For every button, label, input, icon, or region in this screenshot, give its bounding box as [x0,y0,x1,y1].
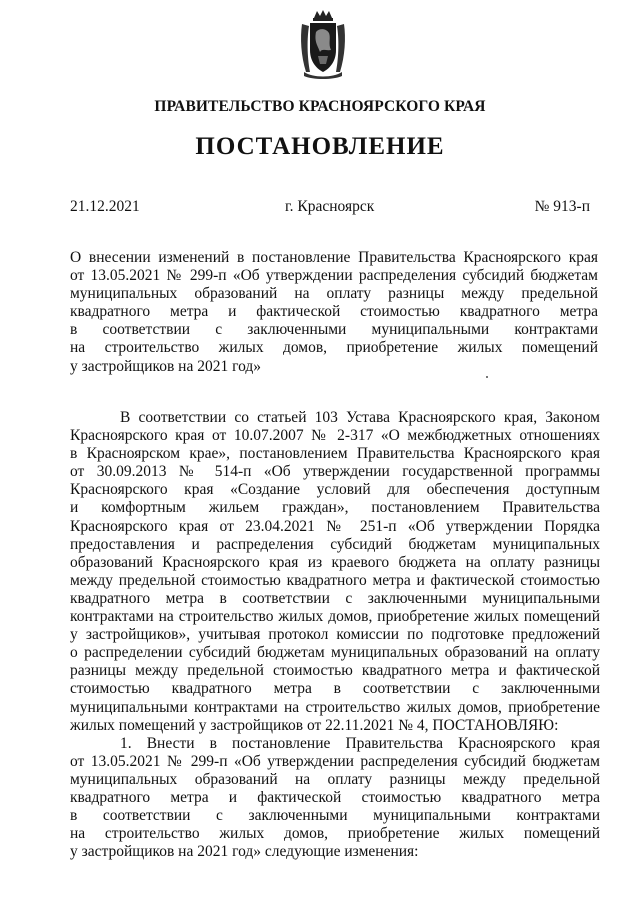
document-subject [70,249,598,376]
body-line: от 30.09.2013 № 514-п «Об утверждении государственной программы [70,463,600,481]
document-meta [70,198,590,218]
body-line: предоставления и распределения субсидий бюджетам муниципальных [70,535,600,553]
body-line: квадратного метра и фактической стоимостью квадратного метра [70,788,600,806]
body-line: между предельной стоимостью квадратного метра и фактической стоимостью [70,571,600,589]
body-line: квадратного метра в соответствии с заключенными муниципальными [70,589,600,607]
body-line: в соответствии с заключенными муниципальными контрактами [70,807,600,825]
document-date: 21.12.2021 [70,198,140,215]
document-number: № 913-п [534,198,590,215]
body-line: разницы между предельной стоимостью квадратного метра и фактической [70,662,600,680]
subject-line: от 13.05.2021 № 299-п «Об утверждении распределения субсидий бюджетам [70,267,598,285]
body-line: о распределении субсидий бюджетам муниципальных образований на оплату [70,644,600,662]
document-type: ПОСТАНОВЛЕНИЕ [195,133,445,160]
body-line: 1. Внести в постановление Правительства Красноярского края [120,734,600,752]
subject-line: квадратного метра и фактической стоимостью квадратного метра [70,303,598,321]
scan-speck [486,376,488,378]
body-line: контрактами на строительство жилых домов, приобретение жилых помещений [70,608,600,626]
subject-line: на строительство жилых домов, приобретение жилых помещений [70,339,598,357]
body-line: Красноярского края от 10.07.2007 № 2-317 «О межбюджетных отношениях [70,427,600,445]
subject-line: муниципальных образований на оплату разницы между предельной [70,285,598,303]
body-line: муниципальных образований на оплату разницы между предельной [70,770,600,788]
document-city: г. Красноярск [285,198,375,215]
document-body [70,409,600,861]
body-line: и комфортным жильем граждан», постановлением Правительства [70,499,600,517]
body-line: у застройщиков на 2021 год» следующие изменения: [70,843,419,861]
body-line: стоимостью квадратного метра в соответствии с заключенными [70,680,600,698]
subject-line: О внесении изменений в постановление Правительства Красноярского края [70,249,598,266]
body-line: у застройщиков», учитывая протокол комиссии по подготовке предложений [70,626,600,644]
government-name: ПРАВИТЕЛЬСТВО КРАСНОЯРСКОГО КРАЯ [154,98,486,115]
body-line: Красноярского края от 23.04.2021 № 251-п «Об утверждении Порядка [70,517,600,535]
body-line: от 13.05.2021 № 299-п «Об утверждении распределения субсидий бюджетам [70,752,600,770]
subject-line: у застройщиков на 2021 год» [70,357,262,375]
body-line: в Красноярском крае», постановлением Правительства Красноярского края [70,445,600,463]
body-line: жилых помещений у застройщиков от 22.11.2021 № 4, ПОСТАНОВЛЯЮ: [70,716,559,734]
body-line: В соответствии со статьей 103 Устава Красноярского края, Законом [120,409,600,426]
body-line: на строительство жилых домов, приобретение жилых помещений [70,825,600,843]
body-line: Красноярского края «Создание условий для обеспечения доступным [70,481,600,499]
subject-line: в соответствии с заключенными муниципальными контрактами [70,321,598,339]
body-line: муниципальными контрактами на строительство жилых домов, приобретение [70,698,600,716]
coat-of-arms-icon [298,8,348,80]
body-line: образований Красноярского края из краевого бюджета на оплату разницы [70,553,600,571]
